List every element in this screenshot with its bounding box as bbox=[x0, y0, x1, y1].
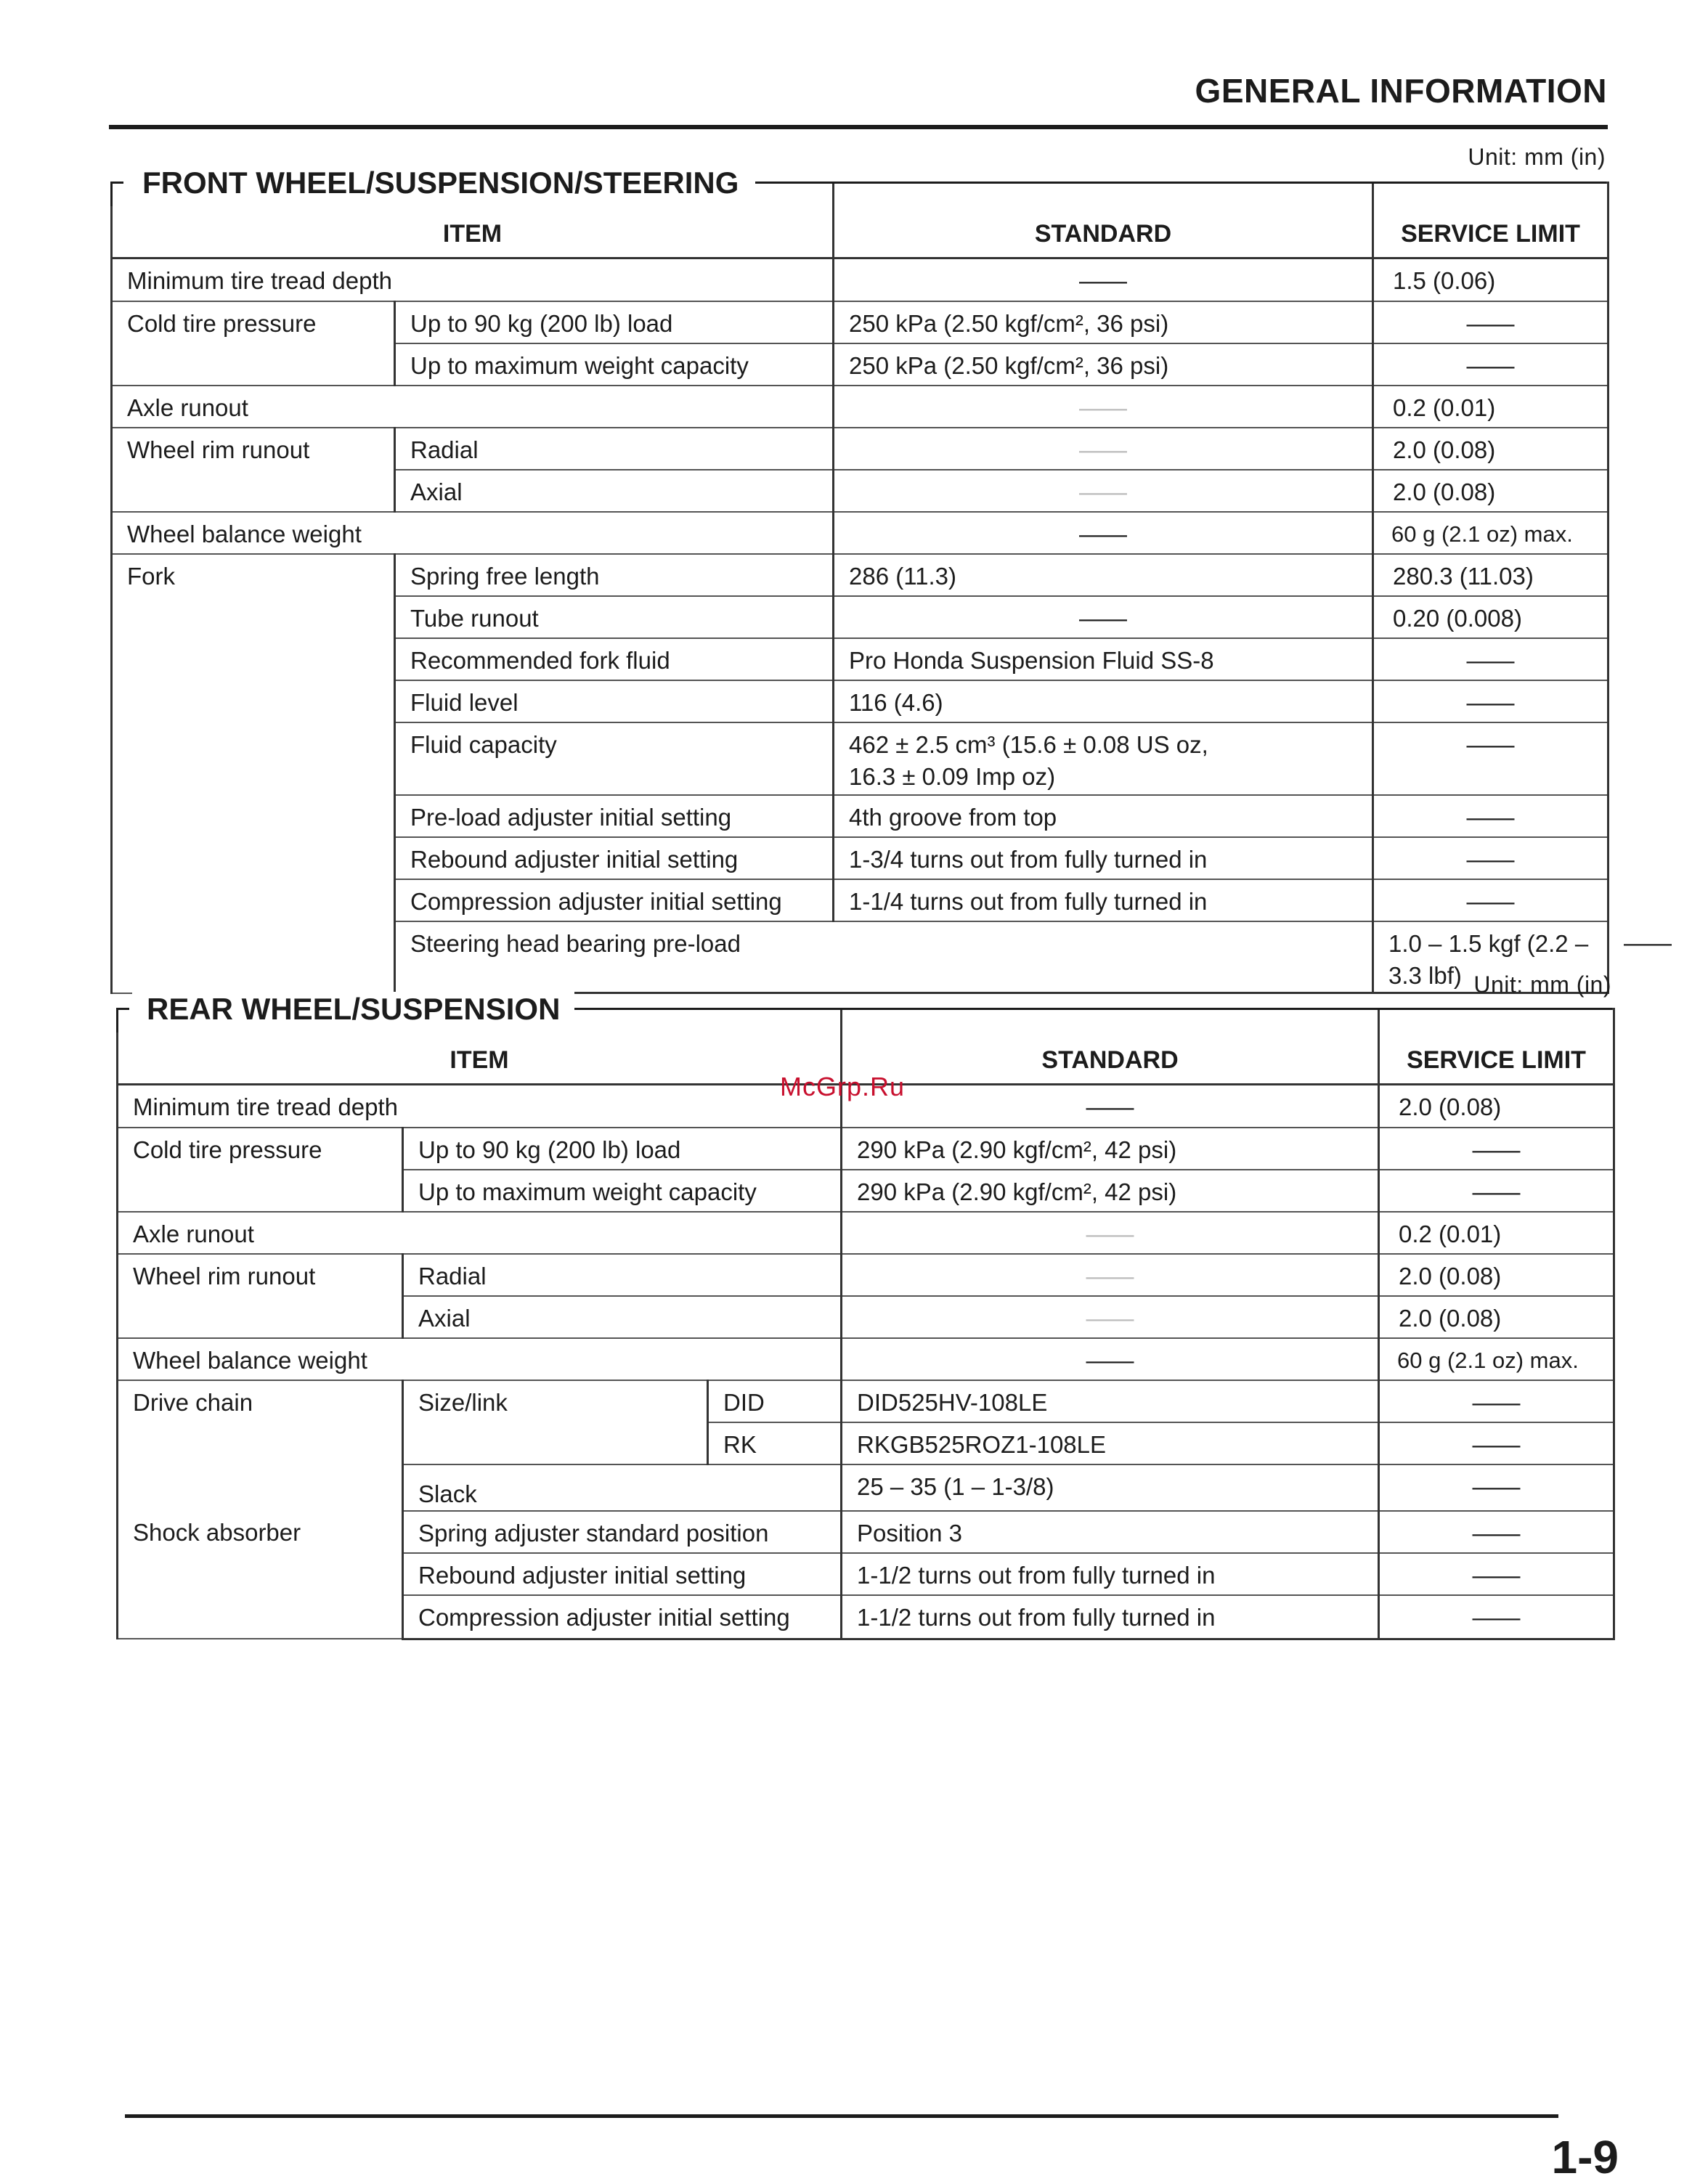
header-rule bbox=[109, 125, 1608, 129]
limit-value: —— bbox=[1373, 301, 1609, 343]
limit-value: 2.0 (0.08) bbox=[1379, 1084, 1614, 1128]
table-row bbox=[118, 1338, 1614, 1380]
sub-item-label: Up to maximum weight capacity bbox=[395, 343, 834, 386]
item-label: Axle runout bbox=[118, 1212, 842, 1254]
standard-value: —— bbox=[842, 1254, 1379, 1296]
standard-value: 116 (4.6) bbox=[834, 680, 1373, 722]
item-label: Minimum tire tread depth bbox=[118, 1084, 842, 1128]
sub-item-label: Rebound adjuster initial setting bbox=[395, 837, 834, 879]
rear-title-tick bbox=[116, 1008, 118, 1032]
item-label: Wheel rim runout bbox=[112, 428, 395, 512]
item-label: Wheel rim runout bbox=[118, 1254, 403, 1338]
standard-value: 1-1/4 turns out from fully turned in bbox=[834, 879, 1373, 921]
standard-value: —— bbox=[834, 428, 1373, 470]
limit-value: 0.20 (0.008) bbox=[1373, 596, 1609, 638]
standard-value: —— bbox=[842, 1338, 1379, 1380]
front-col-service-limit: SERVICE LIMIT bbox=[1373, 183, 1609, 258]
item-label: Drive chain bbox=[118, 1380, 403, 1511]
limit-value: —— bbox=[1373, 638, 1609, 680]
standard-value: —— bbox=[842, 1084, 1379, 1128]
rear-title-line-left bbox=[116, 1008, 129, 1010]
limit-value: 1.5 (0.06) bbox=[1373, 258, 1609, 301]
front-title-line-right bbox=[755, 182, 1606, 184]
table-row: Steering head bearing pre-load 1.0 – 1.5 kgf (2.2 – 3.3 lbf) —— bbox=[112, 921, 1609, 993]
rear-unit-label: Unit: mm (in) bbox=[1473, 971, 1611, 998]
rear-title-line-right bbox=[574, 1008, 1612, 1010]
standard-value bbox=[834, 722, 1373, 795]
front-col-standard: STANDARD bbox=[834, 183, 1373, 258]
front-unit-label: Unit: mm (in) bbox=[1468, 144, 1606, 170]
page-number: 1-9 bbox=[1551, 2131, 1619, 2183]
standard-value: 290 kPa (2.90 kgf/cm², 42 psi) bbox=[842, 1128, 1379, 1170]
item-label: Axle runout bbox=[112, 386, 834, 428]
standard-value: —— bbox=[842, 1212, 1379, 1254]
limit-value: 0.2 (0.01) bbox=[1373, 386, 1609, 428]
item-label: Steering head bearing pre-load bbox=[395, 921, 1373, 993]
sub-item-label: Up to 90 kg (200 lb) load bbox=[395, 301, 834, 343]
standard-value-line-2: 16.3 ± 0.09 Imp oz) bbox=[849, 763, 1056, 790]
sub-item-label: Spring adjuster standard position bbox=[403, 1511, 842, 1553]
limit-value: 2.0 (0.08) bbox=[1379, 1254, 1614, 1296]
table-row bbox=[118, 1128, 1614, 1170]
limit-value: —— bbox=[1379, 1170, 1614, 1212]
front-col-item: ITEM bbox=[112, 183, 834, 258]
item-label: Cold tire pressure bbox=[112, 301, 395, 386]
limit-value: —— bbox=[1379, 1511, 1614, 1553]
table-row bbox=[118, 1380, 1614, 1422]
standard-value: 4th groove from top bbox=[834, 795, 1373, 837]
item-label: Shock absorber bbox=[118, 1511, 403, 1639]
standard-value: —— bbox=[834, 596, 1373, 638]
rear-col-service-limit: SERVICE LIMIT bbox=[1379, 1009, 1614, 1085]
standard-value: —— bbox=[834, 258, 1373, 301]
brand-label: DID bbox=[708, 1380, 842, 1422]
sub-item-label: Up to maximum weight capacity bbox=[403, 1170, 842, 1212]
front-spec-table bbox=[110, 182, 1672, 994]
standard-value: 1-3/4 turns out from fully turned in bbox=[834, 837, 1373, 879]
limit-value: —— bbox=[1373, 680, 1609, 722]
front-section-title: FRONT WHEEL/SUSPENSION/STEERING bbox=[128, 166, 753, 200]
standard-value: Pro Honda Suspension Fluid SS-8 bbox=[834, 638, 1373, 680]
limit-value: —— bbox=[1379, 1595, 1614, 1639]
rear-section-title: REAR WHEEL/SUSPENSION bbox=[132, 992, 574, 1027]
page-header-title: GENERAL INFORMATION bbox=[1195, 72, 1607, 110]
standard-value: 1-1/2 turns out from fully turned in bbox=[842, 1595, 1379, 1639]
standard-value: 1.0 – 1.5 kgf (2.2 – 3.3 lbf) bbox=[1373, 921, 1609, 993]
limit-value: 2.0 (0.08) bbox=[1373, 470, 1609, 512]
table-row bbox=[112, 428, 1609, 470]
limit-value: —— bbox=[1379, 1464, 1614, 1511]
table-row bbox=[118, 1212, 1614, 1254]
standard-value: 250 kPa (2.50 kgf/cm², 36 psi) bbox=[834, 343, 1373, 386]
limit-value: —— bbox=[1379, 1128, 1614, 1170]
limit-value: —— bbox=[1379, 1422, 1614, 1464]
standard-value: —— bbox=[834, 470, 1373, 512]
table-row bbox=[112, 512, 1609, 554]
sub-item-label: Rebound adjuster initial setting bbox=[403, 1553, 842, 1595]
sub-item-label: Tube runout bbox=[395, 596, 834, 638]
standard-value: 290 kPa (2.90 kgf/cm², 42 psi) bbox=[842, 1170, 1379, 1212]
sub-item-label: Axial bbox=[395, 470, 834, 512]
standard-value: RKGB525ROZ1-108LE bbox=[842, 1422, 1379, 1464]
sub-item-label: Axial bbox=[403, 1296, 842, 1338]
limit-value: —— bbox=[1373, 722, 1609, 795]
sub-item-label: Fluid capacity bbox=[395, 722, 834, 795]
rear-col-standard: STANDARD bbox=[842, 1009, 1379, 1085]
sub-item-label: Spring free length bbox=[395, 554, 834, 596]
item-label: Wheel balance weight bbox=[112, 512, 834, 554]
table-row bbox=[118, 1254, 1614, 1296]
limit-value: 60 g (2.1 oz) max. bbox=[1373, 512, 1609, 554]
standard-value: 25 – 35 (1 – 1-3/8) bbox=[842, 1464, 1379, 1511]
rear-spec-table bbox=[116, 1008, 1615, 1640]
table-row bbox=[112, 386, 1609, 428]
brand-label: RK bbox=[708, 1422, 842, 1464]
sub-item-label: Recommended fork fluid bbox=[395, 638, 834, 680]
sub-item-label: Up to 90 kg (200 lb) load bbox=[403, 1128, 842, 1170]
limit-value: —— bbox=[1379, 1380, 1614, 1422]
standard-value: —— bbox=[842, 1296, 1379, 1338]
limit-value: —— bbox=[1373, 837, 1609, 879]
limit-value: —— bbox=[1379, 1553, 1614, 1595]
watermark-text: McGrp.Ru bbox=[780, 1072, 906, 1101]
sub-item-label: Radial bbox=[403, 1254, 842, 1296]
limit-value: 2.0 (0.08) bbox=[1373, 428, 1609, 470]
sub-item-label: Compression adjuster initial setting bbox=[395, 879, 834, 921]
limit-value: 60 g (2.1 oz) max. bbox=[1379, 1338, 1614, 1380]
table-row bbox=[118, 1511, 1614, 1553]
table-row bbox=[112, 258, 1609, 301]
sub-item-label: Radial bbox=[395, 428, 834, 470]
standard-value: 250 kPa (2.50 kgf/cm², 36 psi) bbox=[834, 301, 1373, 343]
standard-value: DID525HV-108LE bbox=[842, 1380, 1379, 1422]
standard-value: —— bbox=[834, 386, 1373, 428]
front-title-tick bbox=[110, 182, 113, 206]
limit-value: 280.3 (11.03) bbox=[1373, 554, 1609, 596]
limit-value: —— bbox=[1373, 795, 1609, 837]
item-label: Fork bbox=[112, 554, 395, 993]
footer-rule bbox=[125, 2114, 1558, 2118]
sub-item-label: Pre-load adjuster initial setting bbox=[395, 795, 834, 837]
table-row bbox=[112, 554, 1609, 596]
standard-value: 1-1/2 turns out from fully turned in bbox=[842, 1553, 1379, 1595]
limit-value: —— bbox=[1373, 343, 1609, 386]
item-label: Cold tire pressure bbox=[118, 1128, 403, 1212]
standard-value: Position 3 bbox=[842, 1511, 1379, 1553]
sub-item-label: Size/link bbox=[403, 1380, 708, 1464]
standard-value: 286 (11.3) bbox=[834, 554, 1373, 596]
sub-item-label: Slack bbox=[403, 1464, 842, 1511]
limit-value: —— bbox=[1373, 879, 1609, 921]
standard-value-line-1: 462 ± 2.5 cm³ (15.6 ± 0.08 US oz, bbox=[849, 731, 1208, 758]
front-title-line-left bbox=[110, 182, 123, 184]
sub-item-label: Compression adjuster initial setting bbox=[403, 1595, 842, 1639]
item-label: Minimum tire tread depth bbox=[112, 258, 834, 301]
rear-col-item: ITEM bbox=[118, 1009, 842, 1085]
item-label: Wheel balance weight bbox=[118, 1338, 842, 1380]
limit-value: 2.0 (0.08) bbox=[1379, 1296, 1614, 1338]
table-row bbox=[112, 301, 1609, 343]
standard-value: —— bbox=[834, 512, 1373, 554]
limit-value: 0.2 (0.01) bbox=[1379, 1212, 1614, 1254]
sub-item-label: Fluid level bbox=[395, 680, 834, 722]
